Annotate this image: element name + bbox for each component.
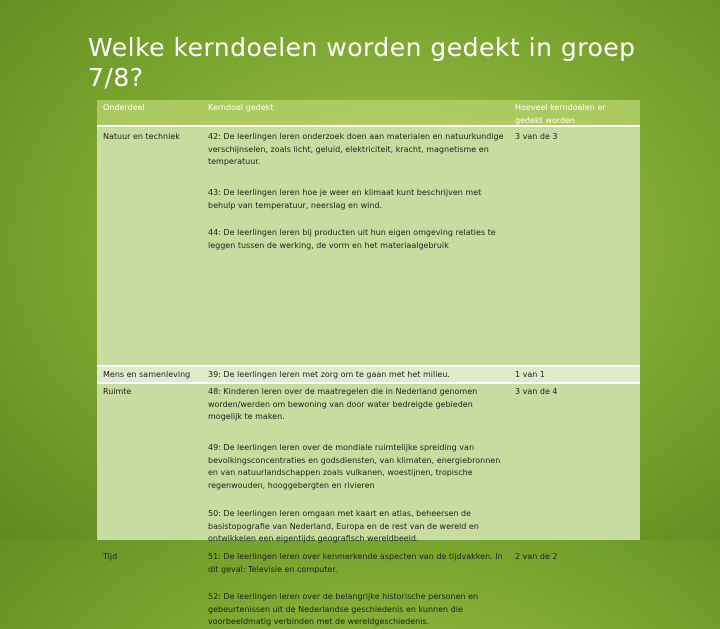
row-divider bbox=[97, 365, 640, 367]
hoeveel-ruimte: 3 van de 4 bbox=[515, 387, 558, 396]
onderdeel-mens: Mens en samenleving bbox=[103, 370, 191, 379]
kerndoel-50: 50: De leerlingen leren omgaan met kaart en atlas, beheersen de basistopografie van Nederland, Europa en de rest van de wereld en ontwikkelen een eigentijds geografisch wereldbeeld. bbox=[208, 509, 479, 543]
header-hoeveel: Hoeveel kerndoelen er gedekt worden bbox=[515, 103, 606, 125]
kerndoel-49: 49: De leerlingen leren over de mondiale ruimtelijke spreiding van bevolkingsconcentraties en godsdiensten, van klimaten, energiebronnen en van natuurlandschappen zoals vulkanen, woestijnen, tropische regenwouden, hooggebergten en rivieren bbox=[208, 443, 501, 490]
kerndoel-39: 39: De leerlingen leren met zorg om te gaan met het milieu. bbox=[208, 370, 450, 379]
hoeveel-tijd: 2 van de 2 bbox=[515, 552, 558, 561]
kerndoelen-table bbox=[97, 100, 640, 626]
kerndoel-42: 42: De leerlingen leren onderzoek doen aan materialen en natuurkundige verschijnselen, zoals licht, geluid, elektriciteit, kracht, magnetisme en temperatuur. bbox=[208, 132, 504, 166]
hoeveel-mens: 1 van 1 bbox=[515, 370, 545, 379]
slide-title: Welke kerndoelen worden gedekt in groep 7/8? bbox=[88, 33, 636, 92]
kerndoel-51: 51: De leerlingen leren over kenmerkende aspecten van de tijdvakken. In dit geval: Televisie en computer. bbox=[208, 552, 503, 574]
kerndoel-44: 44: De leerlingen leren bij producten uit hun eigen omgeving relaties te leggen tussen de werking, de vorm en het materiaalgebruik bbox=[208, 228, 496, 250]
onderdeel-natuur: Natuur en techniek bbox=[103, 132, 180, 141]
hoeveel-natuur: 3 van de 3 bbox=[515, 132, 558, 141]
header-kerndoel: Kerndoel gedekt bbox=[208, 103, 274, 112]
kerndoel-52: 52: De leerlingen leren over de belangrijke historische personen en gebeurtenissen uit de Nederlandse geschiedenis en kunnen die voorbeeldmatig verbinden met de wereldgeschiedenis. bbox=[208, 592, 479, 626]
kerndoel-43: 43: De leerlingen leren hoe je weer en klimaat kunt beschrijven met behulp van temperatuur, neerslag en wind. bbox=[208, 188, 482, 210]
header-onderdeel: Onderdeel bbox=[103, 103, 145, 112]
row-divider bbox=[97, 382, 640, 384]
kerndoel-48: 48: Kinderen leren over de maatregelen die in Nederland genomen worden/werden om bewoning van door water bedreigde gebieden mogelijk te maken. bbox=[208, 387, 478, 421]
onderdeel-tijd: Tijd bbox=[103, 552, 118, 561]
onderdeel-ruimte: Ruimte bbox=[103, 387, 132, 396]
